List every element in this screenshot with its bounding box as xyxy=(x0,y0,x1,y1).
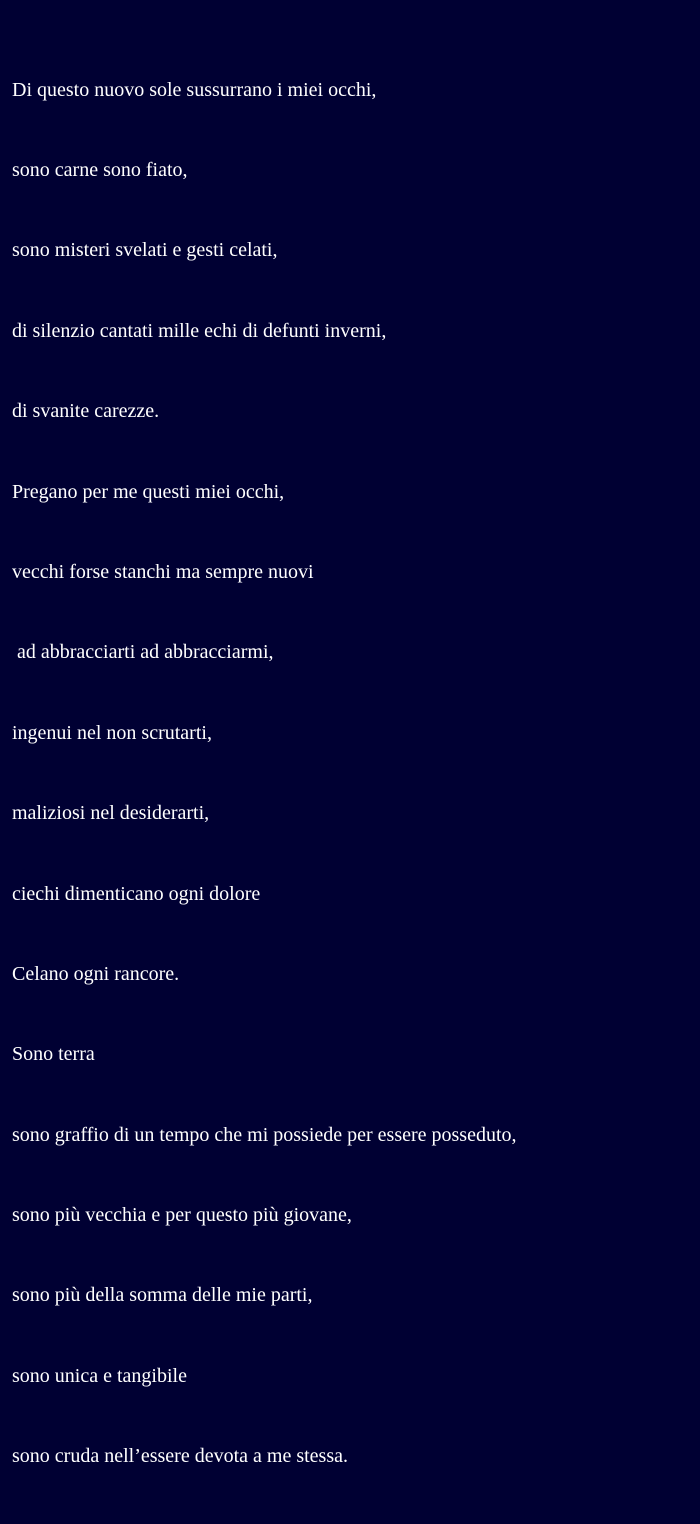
poem-line: sono unica e tangibile xyxy=(12,1364,187,1387)
poem-line: sono cruda nell’essere devota a me stessa. xyxy=(12,1445,348,1468)
poem-line: sono graffio di un tempo che mi possiede per essere posseduto, xyxy=(12,1123,517,1146)
poem-line: ciechi dimenticano ogni dolore xyxy=(12,882,261,905)
poem-text xyxy=(12,23,517,1524)
poem-line: Di questo nuovo sole sussurrano i miei occhi, xyxy=(12,78,377,101)
poem-line: Pregano per me questi miei occhi, xyxy=(12,480,285,503)
poem-line: Celano ogni rancore. xyxy=(12,962,180,985)
poem-line: ingenui nel non scrutarti, xyxy=(12,721,212,744)
poem-line: sono carne sono fiato, xyxy=(12,158,188,181)
poem-line: Sono terra xyxy=(12,1043,95,1066)
poem-line: sono misteri svelati e gesti celati, xyxy=(12,239,278,262)
poem-line: vecchi forse stanchi ma sempre nuovi xyxy=(12,560,314,583)
poem-line: sono più della somma delle mie parti, xyxy=(12,1284,313,1307)
poem-line: sono più vecchia e per questo più giovane, xyxy=(12,1204,352,1227)
poem-line: maliziosi nel desiderarti, xyxy=(12,802,210,825)
poem-line: ad abbracciarti ad abbracciarmi, xyxy=(12,641,274,664)
poem-line: di svanite carezze. xyxy=(12,400,160,423)
poem-line: di silenzio cantati mille echi di defunti inverni, xyxy=(12,319,387,342)
